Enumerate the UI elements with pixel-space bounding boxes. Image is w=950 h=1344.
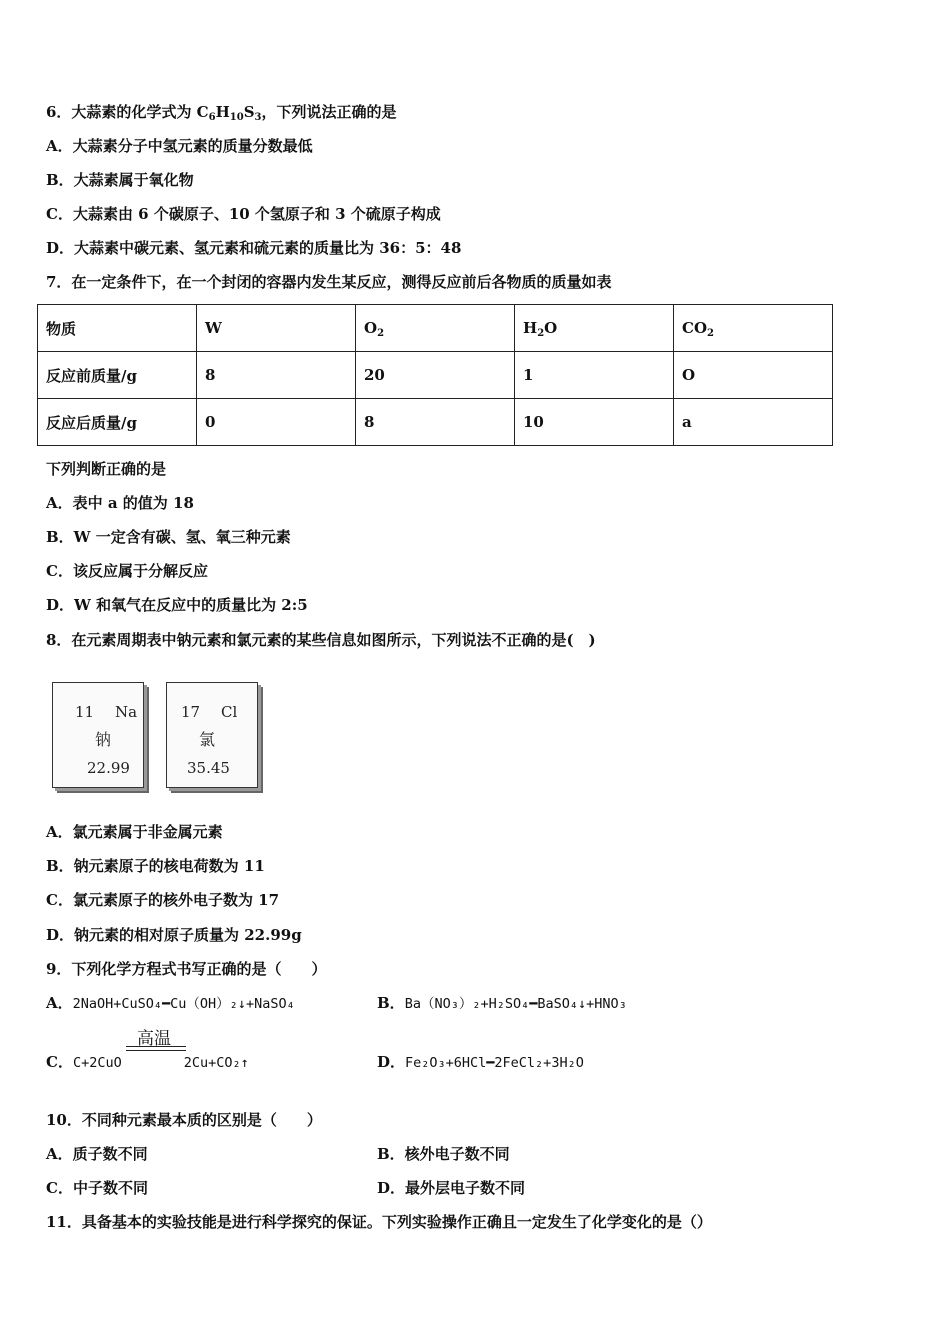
table-cell: O (674, 352, 833, 399)
table-cell: W (197, 305, 356, 352)
table-cell: 反应前质量/g (38, 352, 197, 399)
element-tile-sodium (52, 682, 144, 788)
table-cell: 8 (356, 399, 515, 446)
table-cell: $CO_2$ (674, 305, 833, 352)
q6-option-d: D．大蒜素中碳元素、氢元素和硫元素的质量比为 36：5：48 (46, 239, 462, 257)
q7-option-b: B．W 一定含有碳、氢、氧三种元素 (46, 528, 291, 546)
table-cell: 1 (515, 352, 674, 399)
atomic-mass: 35.45 (187, 759, 230, 777)
mass-table (37, 304, 833, 446)
q6-stem: 6．大蒜素的化学式为 $C_6H_{10}S_3$，下列说法正确的是 (46, 103, 397, 123)
q9-option-c: C．C+2CuO 2Cu+CO₂↑ (46, 1053, 249, 1071)
element-name: 钠 (95, 730, 112, 749)
table-cell: 20 (356, 352, 515, 399)
q8-option-c: C．氯元素原子的核外电子数为 17 (46, 891, 280, 909)
q7-option-d: D．W 和氧气在反应中的质量比为 2:5 (46, 596, 308, 614)
q9-option-a: A．2NaOH+CuSO₄━Cu（OH）₂↓+NaSO₄ (46, 994, 295, 1012)
q7-stem: 7．在一定条件下，在一个封闭的容器内发生某反应，测得反应前后各物质的质量如表 (46, 273, 612, 291)
q10-stem: 10．不同种元素最本质的区别是（ ） (46, 1111, 322, 1129)
q8-option-d: D．钠元素的相对原子质量为 22.99g (46, 926, 302, 944)
q8-option-a: A．氯元素属于非金属元素 (46, 823, 223, 841)
reaction-equals-bar (126, 1046, 186, 1051)
q9-option-b: B．Ba（NO₃）₂+H₂SO₄━BaSO₄↓+HNO₃ (377, 994, 627, 1012)
table-cell: $H_2O$ (515, 305, 674, 352)
q8-stem: 8．在元素周期表中钠元素和氯元素的某些信息如图所示，下列说法不正确的是( ) (46, 631, 596, 649)
element-symbol: Cl (221, 703, 238, 721)
q9-option-d: D．Fe₂O₃+6HCl━2FeCl₂+3H₂O (377, 1053, 584, 1071)
q7-option-a: A．表中 a 的值为 18 (46, 494, 194, 512)
q10-option-a: A．质子数不同 (46, 1145, 148, 1163)
table-cell: a (674, 399, 833, 446)
q9-stem: 9．下列化学方程式书写正确的是（ ） (46, 960, 327, 978)
reaction-condition: 高温 (137, 1029, 171, 1049)
element-name: 氯 (199, 730, 216, 749)
table-cell: 8 (197, 352, 356, 399)
element-symbol: Na (115, 703, 138, 721)
q6-option-b: B．大蒜素属于氧化物 (46, 171, 194, 189)
table-row-header (38, 305, 833, 352)
table-cell: 物质 (38, 305, 197, 352)
table-row-before (38, 352, 833, 399)
q6-option-a: A．大蒜素分子中氢元素的质量分数最低 (46, 137, 313, 155)
table-row-after (38, 399, 833, 446)
table-cell: $O_2$ (356, 305, 515, 352)
q11-stem: 11．具备基本的实验技能是进行科学探究的保证。下列实验操作正确且一定发生了化学变化的是（） (46, 1213, 712, 1231)
table-cell: 10 (515, 399, 674, 446)
q7-option-c: C．该反应属于分解反应 (46, 562, 208, 580)
q7-after-text: 下列判断正确的是 (46, 460, 167, 478)
table-cell: 反应后质量/g (38, 399, 197, 446)
q10-option-d: D．最外层电子数不同 (377, 1179, 526, 1197)
element-tile-chlorine (166, 682, 258, 788)
q10-option-b: B．核外电子数不同 (377, 1145, 510, 1163)
table-cell: 0 (197, 399, 356, 446)
q10-option-c: C．中子数不同 (46, 1179, 148, 1197)
atomic-number: 17 (181, 703, 201, 721)
q8-option-b: B．钠元素原子的核电荷数为 11 (46, 857, 265, 875)
q6-option-c: C．大蒜素由 6 个碳原子、10 个氢原子和 3 个硫原子构成 (46, 205, 441, 223)
atomic-mass: 22.99 (87, 759, 130, 777)
atomic-number: 11 (75, 703, 95, 721)
